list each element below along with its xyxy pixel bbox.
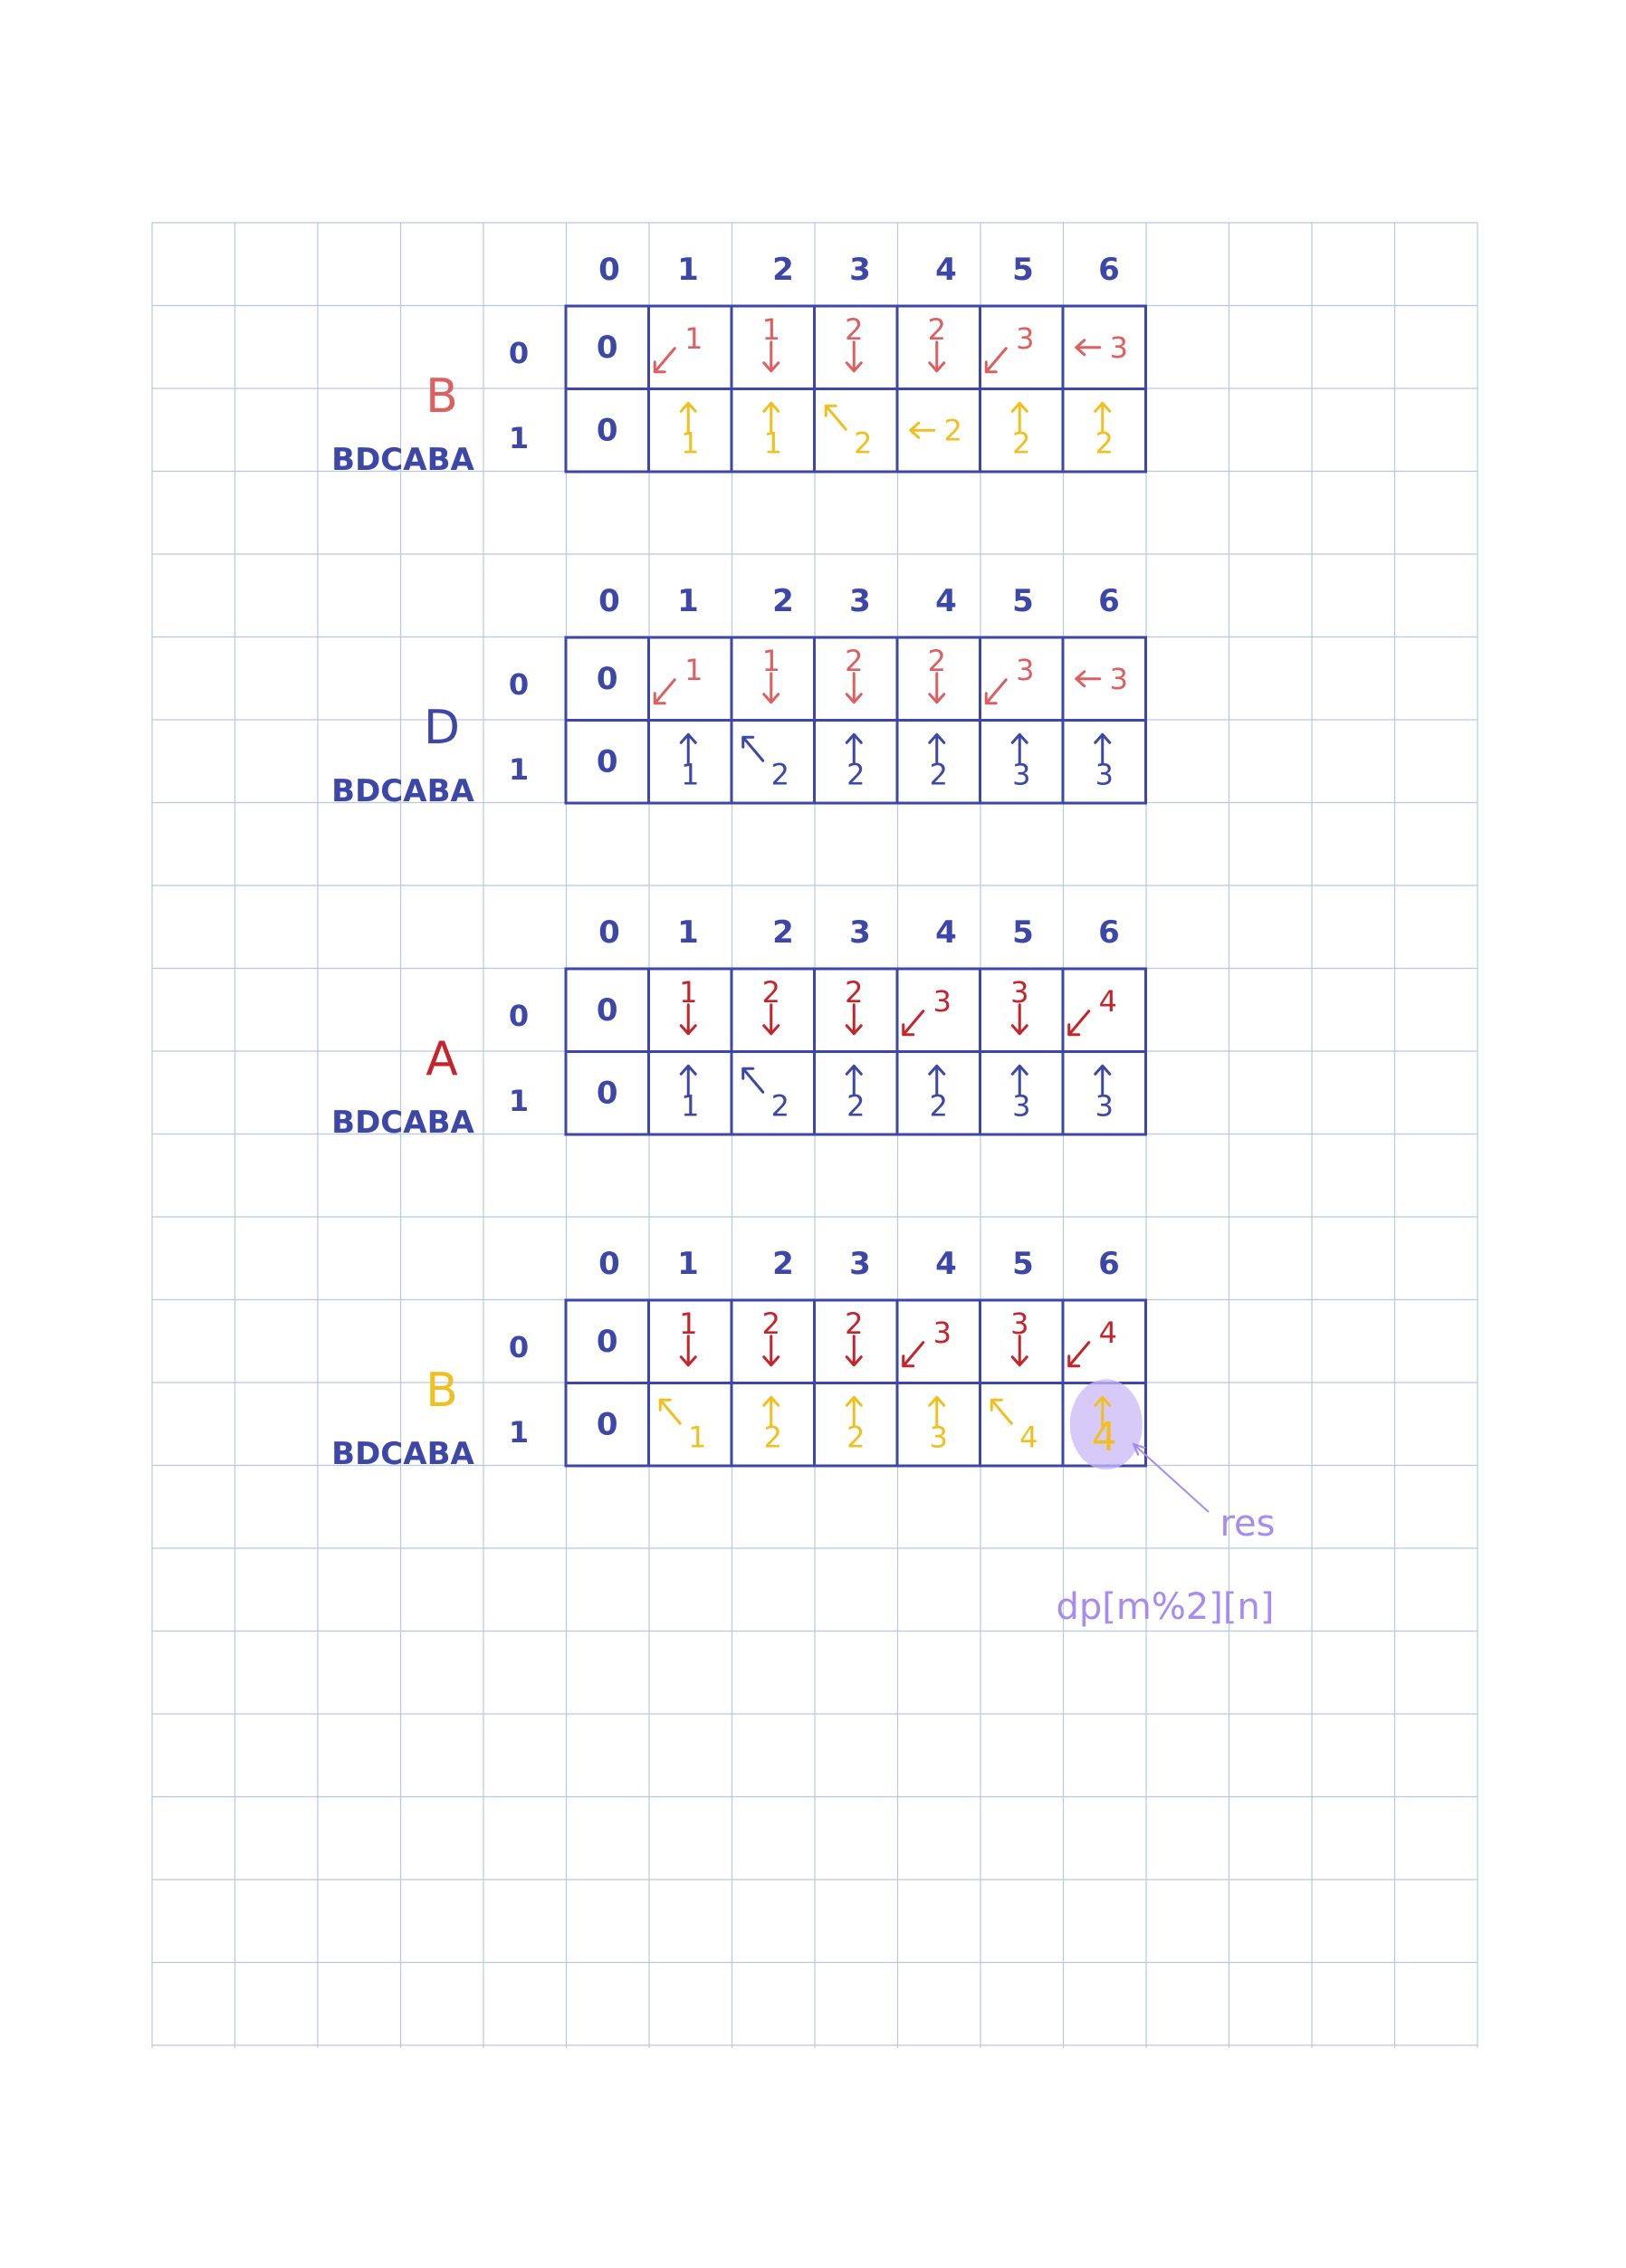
arrow-left-icon [911, 423, 934, 437]
dp-cell-value: 1 [688, 1420, 707, 1455]
dp-cell-value: 2 [845, 311, 864, 347]
dp-cell-value: 1 [763, 426, 782, 461]
row-index: 1 [508, 752, 530, 787]
dp-step-block [331, 1246, 1145, 1472]
arrow-dl-icon [904, 1343, 923, 1366]
arrow-left-icon [1076, 672, 1100, 686]
column-header: 2 [772, 583, 794, 619]
dp-cell-value: 4 [1019, 1420, 1038, 1455]
diagram-content [331, 252, 1275, 1628]
column-header: 4 [935, 252, 957, 288]
column-header: 3 [849, 583, 871, 619]
arrow-dl-icon [986, 680, 1006, 703]
dp-cell-value: 3 [1109, 661, 1128, 696]
dp-cell-value: 3 [1012, 757, 1031, 792]
string-label: BDCABA [331, 773, 474, 809]
dp-cell-value: 1 [681, 757, 700, 792]
annotation-formula: dp[m%2][n] [1056, 1586, 1275, 1628]
dp-cell-value: 2 [929, 1088, 948, 1124]
arrow-ul-icon [826, 406, 846, 429]
column-header: 3 [849, 252, 871, 288]
column-header: 5 [1012, 252, 1034, 288]
result-annotation [1057, 1444, 1276, 1628]
row-index: 0 [508, 999, 530, 1033]
dp-cell-value: 2 [845, 643, 864, 678]
dp-cell-value: 1 [681, 1088, 700, 1124]
column-header: 6 [1098, 252, 1120, 288]
dp-cell-value: 2 [845, 974, 864, 1010]
dp-cell-value: 3 [1010, 974, 1029, 1010]
current-char: B [426, 1364, 458, 1418]
string-label: BDCABA [331, 442, 474, 478]
dp-cell-value: 2 [1012, 426, 1031, 461]
dp-cell-value: 0 [596, 991, 618, 1029]
row-index: 0 [508, 1330, 530, 1364]
column-header: 0 [598, 1246, 620, 1282]
dp-cell-value: 0 [596, 412, 618, 449]
dp-cell-value: 2 [846, 1088, 866, 1124]
dp-cell-value: 3 [1109, 330, 1128, 365]
column-header: 0 [598, 583, 620, 619]
string-label: BDCABA [331, 1436, 474, 1472]
column-header: 1 [677, 1246, 699, 1282]
dp-cell-value: 2 [927, 643, 946, 678]
dp-cell-value: 1 [681, 426, 700, 461]
column-header: 6 [1098, 583, 1120, 619]
dp-cell-value: 2 [927, 311, 946, 347]
column-header: 1 [677, 252, 699, 288]
string-label: BDCABA [331, 1105, 474, 1141]
dp-cell-value: 3 [1012, 1088, 1031, 1124]
dp-cell-value: 3 [933, 1315, 952, 1350]
row-index: 0 [508, 336, 530, 370]
dp-cell-value: 3 [933, 983, 952, 1019]
dp-cell-value: 2 [846, 1420, 866, 1455]
dp-cell-value: 0 [596, 1075, 618, 1112]
dp-cell-value: 3 [1010, 1306, 1029, 1341]
dp-cell-value: 0 [596, 743, 618, 780]
dp-cell-value: 2 [846, 757, 866, 792]
dp-cell-value: 4 [1098, 983, 1117, 1019]
arrow-ul-icon [991, 1400, 1011, 1423]
column-header: 2 [772, 252, 794, 288]
column-header: 2 [772, 1246, 794, 1282]
current-char: A [426, 1032, 458, 1086]
dp-cell-value: 3 [1095, 1088, 1114, 1124]
row-index: 1 [508, 1084, 530, 1118]
dp-cell-value: 1 [761, 643, 780, 678]
dp-cell-value: 2 [943, 413, 962, 448]
dp-step-block [331, 914, 1145, 1141]
column-header: 6 [1098, 914, 1120, 951]
column-header: 5 [1012, 1246, 1034, 1282]
dp-cell-value: 1 [684, 321, 703, 356]
dp-cell-value: 0 [596, 1406, 618, 1443]
dp-cell-value: 2 [770, 1088, 789, 1124]
dp-cell-value: 2 [761, 974, 780, 1010]
dp-step-block [331, 252, 1145, 478]
dp-step-block [331, 583, 1145, 809]
arrow-dl-icon [1069, 1011, 1089, 1035]
arrow-ul-icon [743, 1068, 763, 1092]
column-header: 5 [1012, 583, 1034, 619]
arrow-dl-icon [655, 680, 674, 703]
column-header: 2 [772, 914, 794, 951]
column-header: 0 [598, 252, 620, 288]
current-char: B [426, 369, 458, 424]
row-index: 1 [508, 1415, 530, 1450]
dp-cell-value: 4 [1098, 1315, 1117, 1350]
column-header: 4 [935, 1246, 957, 1282]
annotation-pointer [1133, 1444, 1209, 1512]
column-header: 1 [677, 914, 699, 951]
dp-cell-value: 2 [929, 757, 948, 792]
dp-cell-value: 2 [845, 1306, 864, 1341]
dp-cell-value: 1 [679, 1306, 698, 1341]
dp-cell-value: 0 [596, 660, 618, 697]
column-header: 5 [1012, 914, 1034, 951]
column-header: 3 [849, 1246, 871, 1282]
dp-cell-value: 3 [1016, 652, 1035, 687]
arrow-dl-icon [986, 349, 1006, 372]
annotation-label: res [1220, 1503, 1276, 1545]
dp-cell-value: 2 [761, 1306, 780, 1341]
row-index: 1 [508, 421, 530, 455]
arrow-ul-icon [660, 1400, 680, 1423]
dp-cell-value: 3 [929, 1420, 948, 1455]
column-header: 4 [935, 583, 957, 619]
column-header: 6 [1098, 1246, 1120, 1282]
dp-cell-value: 2 [763, 1420, 782, 1455]
arrow-left-icon [1076, 340, 1100, 355]
dp-cell-value: 0 [596, 329, 618, 366]
arrow-dl-icon [1069, 1343, 1089, 1366]
arrow-dl-icon [655, 349, 674, 372]
dp-cell-value: 1 [684, 652, 703, 687]
row-index: 0 [508, 667, 530, 702]
dp-cell-value: 2 [1095, 426, 1114, 461]
dp-cell-value: 2 [854, 426, 873, 461]
dp-cell-value: 1 [679, 974, 698, 1010]
current-char: D [423, 701, 461, 755]
dp-cell-value: 1 [761, 311, 780, 347]
column-header: 3 [849, 914, 871, 951]
column-header: 0 [598, 914, 620, 951]
arrow-ul-icon [743, 737, 763, 761]
dp-cell-value: 0 [596, 1323, 618, 1360]
column-header: 1 [677, 583, 699, 619]
column-header: 4 [935, 914, 957, 951]
arrow-dl-icon [904, 1011, 923, 1035]
dp-cell-value: 2 [770, 757, 789, 792]
dp-cell-value: 3 [1016, 321, 1035, 356]
dp-cell-value: 3 [1095, 757, 1114, 792]
dp-cell-value: 4 [1091, 1413, 1117, 1460]
